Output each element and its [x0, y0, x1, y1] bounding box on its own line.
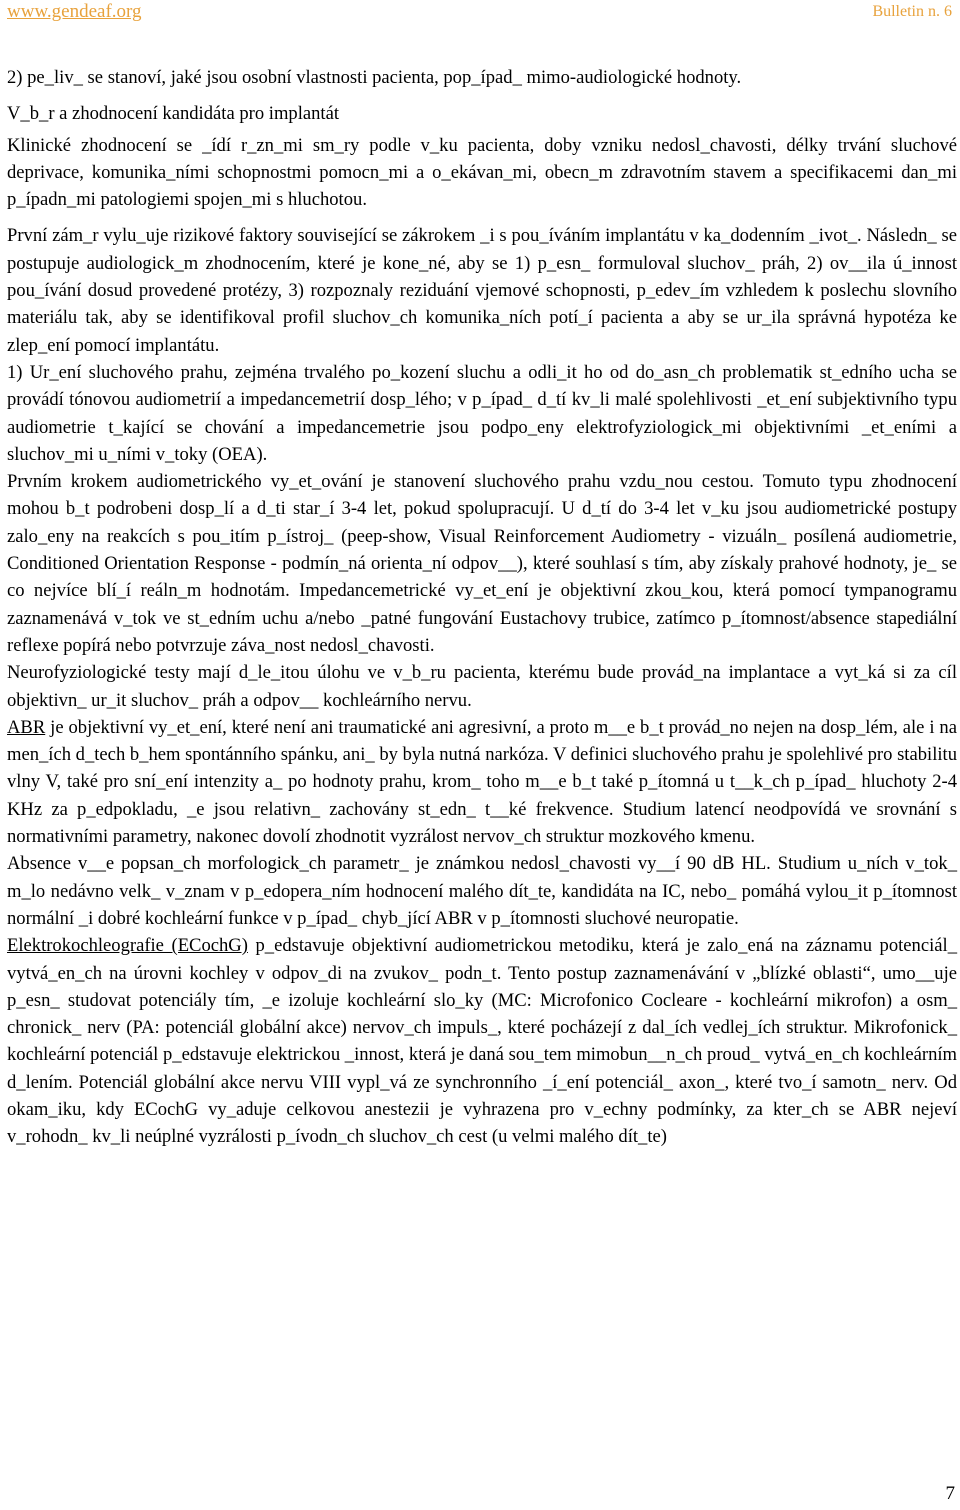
paragraph-threshold: 1) Ur_ení sluchového prahu, zejména trvalého po_kození sluchu a odli_it ho od do_asn_ch problematik st_edního ucha se provádí tónovou audiometrií a impedancemetrií dosp_lého; v p_ípad_ d_tí kv_li malé spolehlivosti _et_ení subjektivního typu audiometrie t_kající se chování a impedancemetrie jsou podpo_eny elektrofyziologick_mi objektivními _et_eními a sluchov_mi u_ními v_toky (OEA). [7, 361, 957, 465]
paragraph-abr-text: je objektivní vy_et_ení, které není ani traumatické ani agresivní, a proto m__e b_t provád_no nejen na dosp_lém, ale i na men_ích d_tech b_hem spontánního spánku, ani_ by byla nutná narkóza. V definici sluchového prahu je spolehlivé pro stabilitu vlny V, také pro sní_ení intenzity a_ po hodnoty prahu, krom_ toho m__e b_t také p_ítomná u t__k_ch p_ípad_ hluchoty 2-4 KHz za p_edpokladu, _e jsou relativn_ zachovány st_edn_ t__ké frekvence. Studium latencí neodpovídá ve srovnání s normativními parametry, nakonec dovolí zhodnotit vyzrálost nervov_ch struktur mozkového kmenu. [7, 716, 957, 848]
bulletin-label: Bulletin n. 6 [872, 3, 952, 20]
term-abr: ABR [7, 716, 46, 738]
paragraph-risk-factors: První zám_r vylu_uje rizikové faktory související se zákrokem _i s pou_íváním implantátu v ka_dodenním _ivot_. Následn_ se postupuje audiologick_m zhodnocením, které je kone_né, aby se 1) p_esn_ formuloval sluchov_ práh, 2) ov__ila ú_innost pou_ívání dosud provedené protézy, 3) rozpoznaly reziduání vjemové schopnosti, p_edev_ím vzhledem k poslechu slovního materiálu tak, aby se identifikoval profil sluchov_ch komunika_ních potí_í pacienta a aby se ur_ila správná hypotéza ke zlep_ení pomocí implantátu. [7, 225, 957, 356]
site-link[interactable]: www.gendeaf.org [7, 1, 142, 22]
page-number: 7 [945, 1483, 955, 1504]
paragraph-audiometry: Prvním krokem audiometrického vy_et_ování je stanovení sluchového prahu vzdu_nou cestou. Tomuto typu zhodnocení mohou b_t podrobeni dosp_lí a d_ti star_í 3-4 let, pokud spolupracují. U d_tí do 3-4 let v_ku jsou audiometrické postupy zalo_eny na reakcích s pou_itím p_ístroj_ (peep-show, Visual Reinforcement Audiometry - vizuáln_ posílená audiometrie, Conditioned Orientation Response - podmín_ná orienta_ní odpov__), které souhlasí s tím, aby získaly prahové hodnoty, je_ se co nejvíce blí_í reáln_m hodnotám. Impedancemetrické vy_et_ení je objektivní zkou_kou, která pomocí tympanogramu zaznamenává v_tok ve st_edním uchu a/nebo _patné fungování Eustachovy trubice, zatímco p_ítomnost/absence stapediální reflexe popírá nebo potvrzuje záva_nost nedosl_chavosti. [7, 471, 957, 656]
paragraph-ecochg [7, 932, 957, 1150]
paragraph-abr [7, 714, 957, 850]
paragraph-clinical-evaluation: Klinické zhodnocení se _ídí r_zn_mi sm_ry podle v_ku pacienta, doby vzniku nedosl_chavosti, délky trvání sluchové deprivace, komunika_ními schopnostmi pomocn_mi a o_ekávan_mi, obecn_m zdravotním stavem a specifikacemi dan_mi p_ípadn_mi patologiemi spojen_mi s hluchotou. [7, 134, 957, 211]
paragraph-ecochg-text: p_edstavuje objektivní audiometrickou metodiku, která je zalo_ená na záznamu potenciál_ vytvá_en_ch na úrovni kochley v odpov_di na zvukov_ podn_t. Tento postup zaznamenávání v „blízké oblasti“, umo__uje p_esn_ studovat potenciály tím, _e izoluje kochleární slo_ky (MC: Microfonico Cocleare - kochleární mikrofon) a osm_ chronick_ nerv (PA: potenciál globální akce) nervov_ch impuls_, které pocházejí z dal_ích vedlej_ích struktur. Mikrofonick_ kochleární potenciál p_edstavuje elektrickou _innost, která je daná sou_tem mimobun__n_ch proud_ vytvá_en_ch kochleárním d_lením. Potenciál globální akce nervu VIII vypl_vá ze synchronního _í_ení potenciál_ axon_, které tvo_í samotn_ nerv. Od okam_iku, kdy ECochG vy_aduje celkovou anestezii je vyhrazena pro v_echny podmínky, za kter_ch se ABR nejeví v_rohodn_ kv_li neúplné vyzrálosti p_ívodn_ch sluchov_ch cest (u velmi malého dít_te) [7, 935, 957, 1148]
term-ecochg: Elektrokochleografie (ECochG) [7, 935, 248, 957]
page-header [7, 0, 952, 26]
section-heading: V_b_r a zhodnocení kandidáta pro implantát [7, 103, 340, 125]
paragraph-neurophysiology: Neurofyziologické testy mají d_le_itou úlohu ve v_b_ru pacienta, kterému bude provád_na implantace a vyt_ká si za cíl objektivn_ ur_it sluchov_ práh a odpov__ kochleárního nervu. [7, 662, 957, 711]
document-body [7, 64, 957, 1151]
paragraph-preliminary: 2) pe_liv_ se stanoví, jaké jsou osobní vlastnosti pacienta, pop_ípad_ mimo-audiologické hodnoty. [7, 67, 742, 88]
paragraph-otoacoustic: Absence v__e popsan_ch morfologick_ch parametr_ je známkou nedosl_chavosti vy__í 90 dB HL. Studium u_ních v_tok_ m_lo nedávno velk_ v_znam v p_edopera_ním hodnocení malého dít_te, kandidáta na IC, nebo_ pomáhá vylou_it p_ítomnost normální _i dobré kochleární funkce v p_ípad_ chyb_jící ABR v p_ítomnosti sluchové neuropatie. [7, 853, 957, 929]
